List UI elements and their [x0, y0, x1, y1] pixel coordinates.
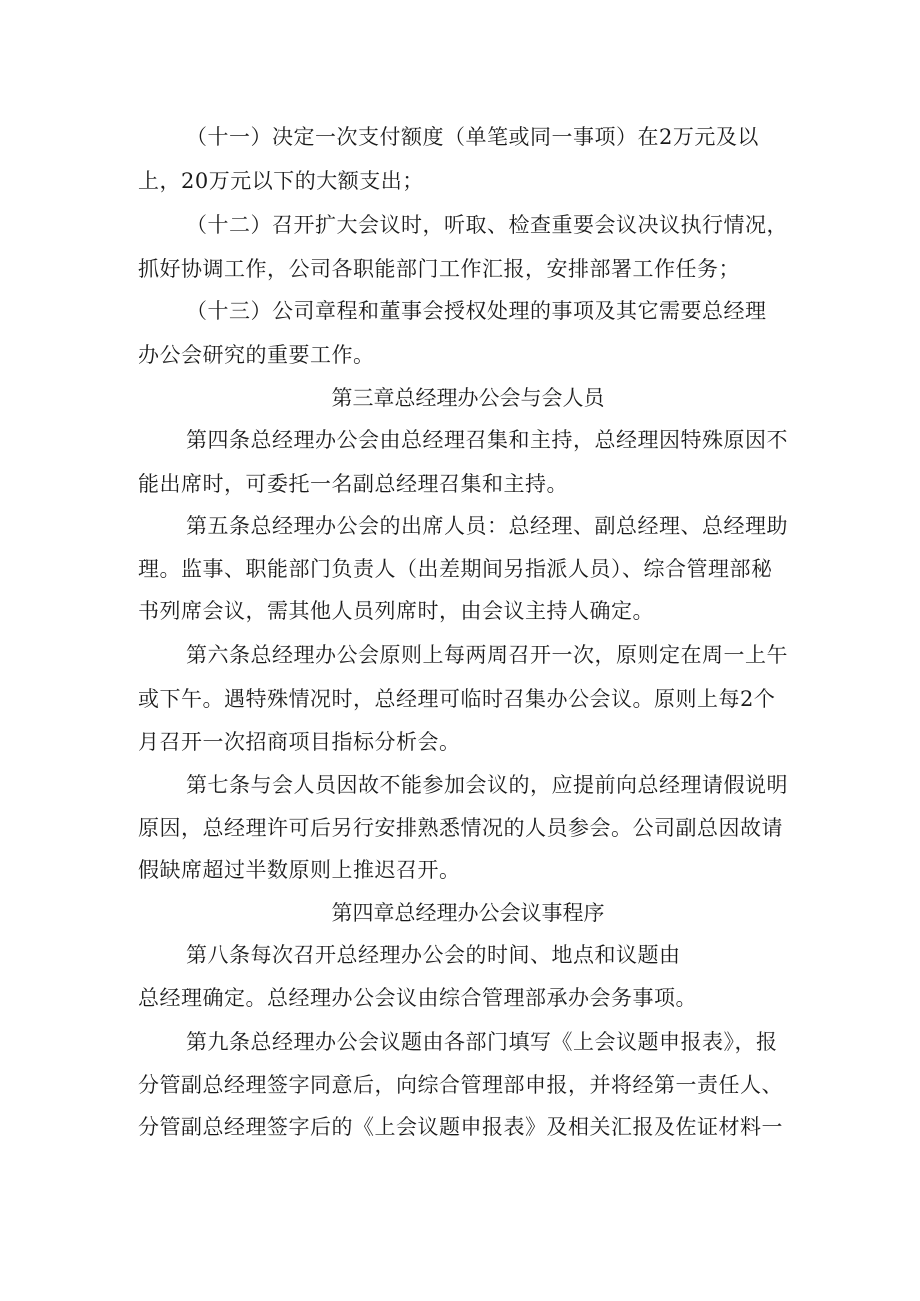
text-line: 或下午。遇特殊情况时，总经理可临时召集办公会议。原则上每2个 — [138, 687, 776, 711]
text-line: 第四条总经理办公会由总经理召集和主持，总经理因特殊原因不 — [186, 428, 788, 452]
text-line: 办公会研究的重要工作。 — [138, 343, 375, 367]
text-line: 能出席时，可委托一名副总经理召集和主持。 — [138, 472, 568, 496]
text-line: 第九条总经理办公会议题由各部门填写《上会议题申报表》，报 — [186, 1030, 778, 1054]
chapter-heading: 第三章总经理办公会与会人员 — [331, 386, 605, 410]
text-line: （十二）召开扩大会议时，听取、检查重要会议决议执行情况， — [186, 213, 788, 237]
text-line: 分管副总经理签字同意后，向综合管理部申报，并将经第一责任人、 — [138, 1073, 783, 1097]
text-line: 月召开一次招商项目指标分析会。 — [138, 730, 461, 754]
text-line: （十三）公司章程和董事会授权处理的事项及其它需要总经理 — [186, 299, 767, 323]
text-line: （十一）决定一次支付额度（单笔或同一事项）在2万元及以 — [186, 125, 759, 149]
text-line: 第七条与会人员因故不能参加会议的，应提前向总经理请假说明 — [186, 773, 788, 797]
text-line: 抓好协调工作，公司各职能部门工作汇报，安排部署工作任务； — [138, 257, 740, 281]
text-line: 第六条总经理办公会原则上每两周召开一次，原则定在周一上午 — [186, 643, 788, 667]
text-line: 总经理确定。总经理办公会议由综合管理部承办会务事项。 — [138, 986, 697, 1010]
text-line: 书列席会议，需其他人员列席时，由会议主持人确定。 — [138, 599, 654, 623]
text-line: 假缺席超过半数原则上推迟召开。 — [138, 858, 461, 882]
text-line: 原因，总经理许可后另行安排熟悉情况的人员参会。公司副总因故请 — [138, 816, 783, 840]
text-line: 上，20万元以下的大额支出； — [138, 169, 424, 193]
chapter-heading: 第四章总经理办公会议事程序 — [331, 901, 605, 925]
text-line: 第五条总经理办公会的出席人员：总经理、副总经理、总经理助 — [186, 514, 788, 538]
text-line: 第八条每次召开总经理办公会的时间、地点和议题由 — [186, 943, 681, 967]
text-line: 理。监事、职能部门负责人（出差期间另指派人员）、综合管理部秘 — [138, 557, 773, 581]
text-line: 分管副总经理签字后的《上会议题申报表》及相关汇报及佐证材料一 — [138, 1115, 783, 1139]
